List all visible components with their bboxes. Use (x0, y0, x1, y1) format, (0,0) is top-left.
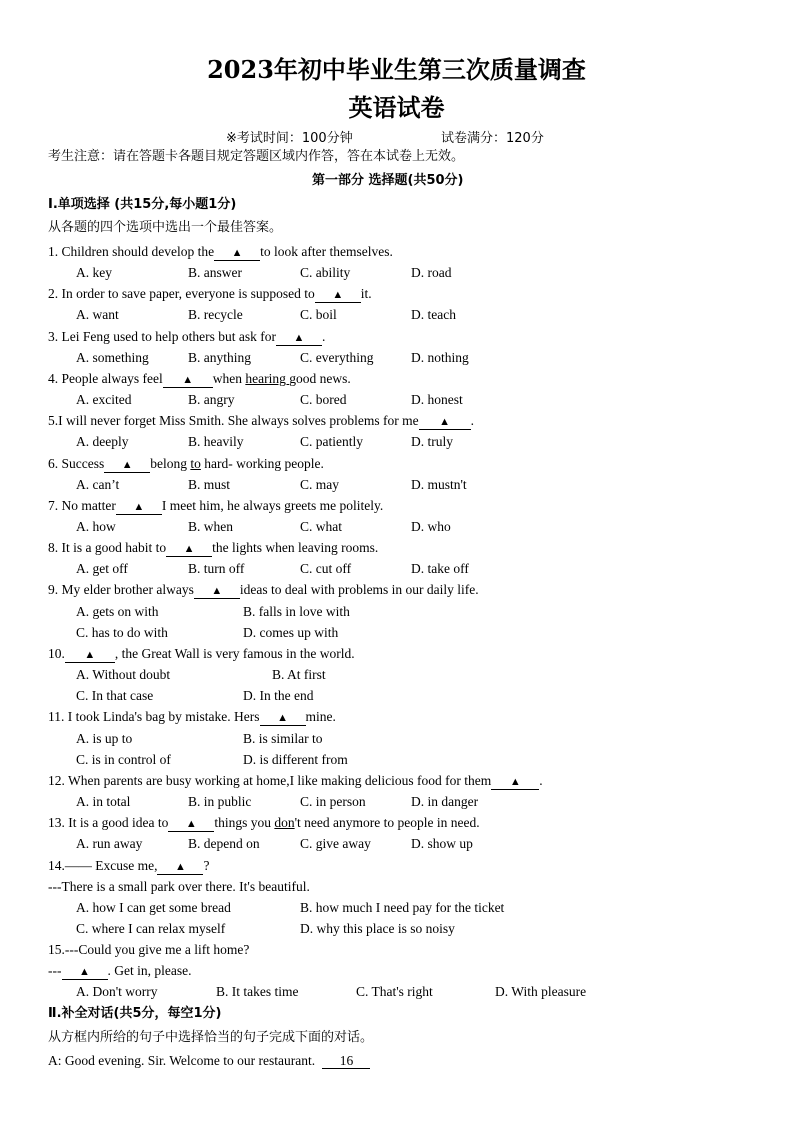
question-text: . (470, 413, 474, 428)
answer-blank (62, 964, 108, 980)
option-b: B. anything (188, 350, 251, 365)
question-8 (48, 539, 378, 557)
question-text: 4. People always feel (48, 371, 163, 386)
question-text: 't need anymore to people in need. (294, 815, 480, 830)
question-text: 1. Children should develop the (48, 244, 215, 259)
question-text: good news. (289, 371, 351, 386)
option-d: D. teach (411, 307, 456, 322)
option-c: C. in person (300, 794, 366, 809)
option-c: C. is in control of (76, 752, 171, 767)
question-text: 3. Lei Feng used to help others but ask for (48, 329, 276, 344)
option-a: A. something (76, 350, 149, 365)
answer-blank (65, 647, 115, 663)
blank-mark: ▲ (185, 818, 197, 830)
option-c: C. cut off (300, 561, 352, 576)
option-b: B. depend on (188, 836, 260, 851)
option-d: D. who (411, 519, 451, 534)
answer-blank (168, 816, 214, 832)
option-b: B. is similar to (243, 731, 323, 746)
blank-mark: ▲ (439, 416, 451, 428)
answer-blank (260, 710, 306, 726)
option-d: D. With pleasure (495, 984, 587, 999)
question-text: 7. No matter (48, 498, 116, 513)
blank-mark: ▲ (509, 776, 521, 788)
option-c: C. may (300, 477, 339, 492)
option-b: B. heavily (188, 434, 244, 449)
option-c: C. has to do with (76, 625, 168, 640)
question-text: it. (360, 286, 372, 301)
option-d: D. road (411, 265, 452, 280)
blank-mark: ▲ (293, 332, 305, 344)
option-a: A. want (76, 307, 119, 322)
option-a: A. in total (76, 794, 131, 809)
part-title: 第一部分 选择题(共50分) (312, 173, 464, 188)
blank-mark: ▲ (211, 585, 223, 597)
blank-mark: ▲ (332, 289, 344, 301)
option-c: C. what (300, 519, 342, 534)
option-a: A. get off (76, 561, 128, 576)
question-text: 11. I took Linda's bag by mistake. Hers (48, 709, 260, 724)
question-text: 13. It is a good idea to (48, 815, 169, 830)
question-13 (48, 814, 480, 832)
option-a: A. gets on with (76, 604, 159, 619)
underlined-word: don (274, 815, 295, 830)
option-c: C. bored (300, 392, 347, 407)
option-a: A. key (76, 265, 112, 280)
question-text: 14.—— Excuse me, (48, 858, 158, 873)
question-text: . Get in, please. (107, 963, 192, 978)
question-text: the lights when leaving rooms. (212, 540, 379, 555)
option-c: C. give away (300, 836, 371, 851)
question-11 (48, 708, 336, 726)
question-text: 6. Success (48, 456, 105, 471)
option-a: A. Without doubt (76, 667, 171, 682)
option-a: A. Don't worry (76, 984, 158, 999)
option-a: A. run away (76, 836, 143, 851)
option-c: C. boil (300, 307, 337, 322)
question-2 (48, 285, 372, 303)
option-b: B. angry (188, 392, 235, 407)
option-c: C. patiently (300, 434, 363, 449)
section2-title: Ⅱ.补全对话(共5分，每空1分) (48, 1006, 222, 1021)
option-a: A. is up to (76, 731, 133, 746)
section1-title: Ⅰ.单项选择 (共15分,每小题1分) (48, 197, 237, 212)
question-15: 15.---Could you give me a lift home? (48, 942, 250, 957)
question-text: , the Great Wall is very famous in the world. (114, 646, 355, 661)
underlined-word: hearing (245, 371, 290, 386)
question-text: . (539, 773, 543, 788)
blank-mark: ▲ (277, 712, 288, 724)
question-text: when (212, 371, 246, 386)
question-text: 2. In order to save paper, everyone is supposed to (48, 286, 315, 301)
option-d: D. honest (411, 392, 463, 407)
option-d: D. truly (411, 434, 453, 449)
question-text: I meet him, he always greets me politely. (161, 498, 384, 513)
option-d: D. is different from (243, 752, 348, 767)
question-text: belong (150, 456, 191, 471)
option-a: A. excited (76, 392, 132, 407)
question-text: 9. My elder brother always (48, 582, 194, 597)
blank-mark: ▲ (182, 374, 194, 386)
question-text: mine. (305, 709, 336, 724)
question-text: 8. It is a good habit to (48, 540, 167, 555)
option-d: D. why this place is so noisy (300, 921, 455, 936)
option-b: B. when (188, 519, 233, 534)
option-b: B. turn off (188, 561, 245, 576)
question-text: things you (214, 815, 275, 830)
blank-mark: ▲ (175, 861, 186, 873)
exam-title: 2023年初中毕业生第三次质量调查 (207, 55, 586, 84)
question-text: 12. When parents are busy working at home,I like making delicious food for them (48, 773, 492, 788)
option-d: D. mustn't (411, 477, 467, 492)
dialogue-text: A: Good evening. Sir. Welcome to our restaurant. (48, 1053, 316, 1068)
answer-blank (276, 330, 322, 346)
option-d: D. comes up with (243, 625, 339, 640)
question-text: hard- working people. (200, 456, 324, 471)
option-c: C. That's right (356, 984, 433, 999)
section2-instruction: 从方框内所给的句子中选择恰当的句子完成下面的对话。 (48, 1030, 374, 1045)
question-14 (48, 857, 209, 875)
option-a: A. can’t (76, 477, 120, 492)
question-7 (48, 497, 383, 515)
option-a: A. how (76, 519, 116, 534)
answer-blank (315, 287, 361, 303)
question-text: 10. (48, 646, 65, 661)
option-b: B. falls in love with (243, 604, 350, 619)
question-text: ideas to deal with problems in our daily life. (239, 582, 479, 597)
option-d: D. take off (411, 561, 469, 576)
answer-blank (166, 541, 212, 557)
question-9 (48, 581, 479, 599)
option-b: B. It takes time (216, 984, 299, 999)
option-c: C. everything (300, 350, 374, 365)
question-text: ? (203, 858, 210, 873)
question-text: to look after themselves. (260, 244, 393, 259)
exam-time: ※考试时间：100分钟 (226, 131, 353, 146)
blank-mark: ▲ (183, 543, 195, 555)
option-a: A. how I can get some bread (76, 900, 231, 915)
question-text: 5.I will never forget Miss Smith. She always solves problems for me (48, 413, 419, 428)
option-c: C. In that case (76, 688, 154, 703)
answer-blank-16: 16 (322, 1054, 370, 1069)
blank-mark: ▲ (84, 649, 96, 661)
notice: 考生注意：请在答题卡各题目规定答题区域内作答，答在本试卷上无效。 (48, 149, 465, 164)
question-1 (48, 243, 393, 261)
dialogue-line-1 (48, 1052, 370, 1070)
option-d: D. nothing (411, 350, 469, 365)
option-c: C. where I can relax myself (76, 921, 226, 936)
underlined-word: to (190, 456, 201, 471)
option-d: D. In the end (243, 688, 314, 703)
answer-blank (194, 583, 240, 599)
answer-blank (491, 774, 539, 790)
answer-blank (419, 414, 471, 430)
blank-mark: ▲ (121, 459, 133, 471)
question-5 (48, 412, 474, 430)
question-3 (48, 328, 325, 346)
blank-mark: ▲ (79, 966, 90, 978)
option-b: B. in public (188, 794, 252, 809)
exam-subtitle: 英语试卷 (348, 93, 445, 122)
option-b: B. how much I need pay for the ticket (300, 900, 505, 915)
blank-mark: ▲ (133, 501, 145, 513)
option-b: B. At first (272, 667, 326, 682)
question-15-reply (48, 962, 191, 980)
option-c: C. ability (300, 265, 351, 280)
section1-instruction: 从各题的四个选项中选出一个最佳答案。 (48, 220, 283, 235)
option-b: B. answer (188, 265, 242, 280)
answer-blank (163, 372, 213, 388)
answer-blank (157, 859, 203, 875)
question-text: . (321, 329, 326, 344)
option-b: B. must (188, 477, 231, 492)
answer-blank (104, 457, 150, 473)
question-10 (48, 645, 355, 663)
question-text: --- (48, 963, 62, 978)
question-4 (48, 370, 351, 388)
answer-blank (214, 245, 260, 261)
option-d: D. show up (411, 836, 473, 851)
option-d: D. in danger (411, 794, 479, 809)
answer-blank (116, 499, 162, 515)
blank-mark: ▲ (231, 247, 243, 259)
question-12 (48, 772, 543, 790)
option-b: B. recycle (188, 307, 243, 322)
question-14-reply: ---There is a small park over there. It's beautiful. (48, 879, 310, 894)
option-a: A. deeply (76, 434, 129, 449)
exam-score: 试卷满分：120分 (441, 131, 544, 146)
question-6 (48, 455, 324, 473)
